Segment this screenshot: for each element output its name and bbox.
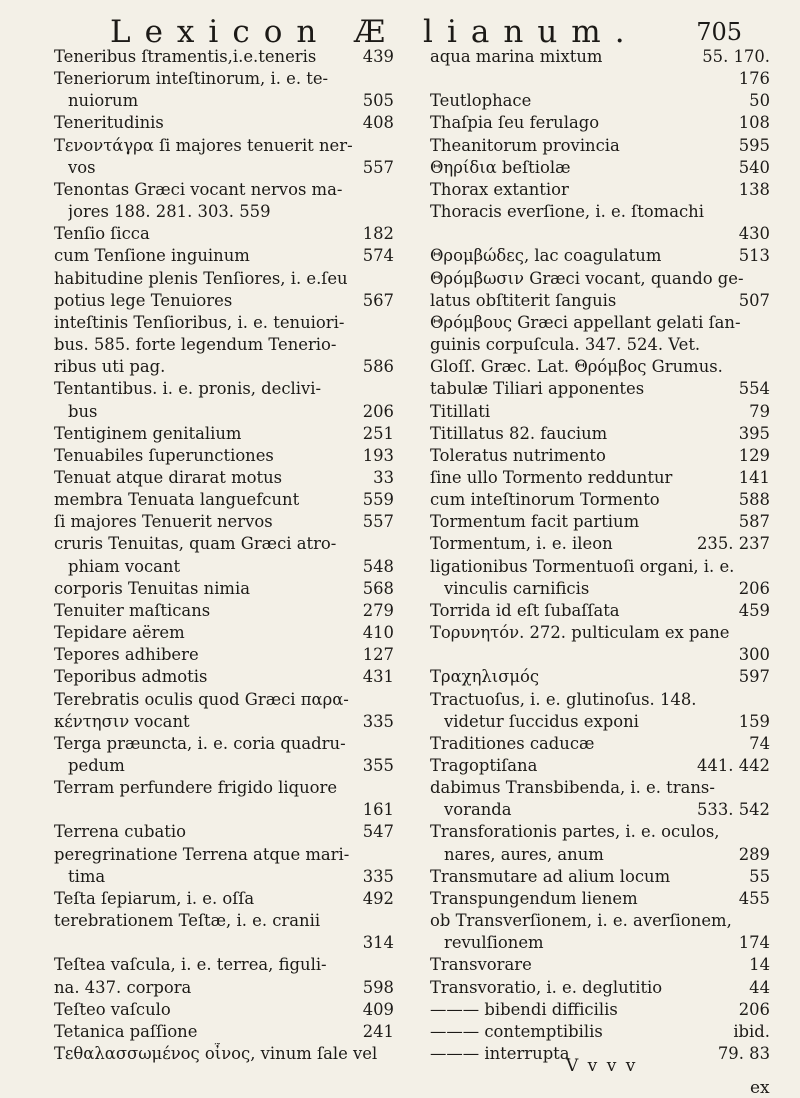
entry-text: Teneriorum inteſtinorum, i. e. te-: [54, 69, 329, 89]
entry-page-ref: 79: [749, 401, 770, 421]
entry-text: potius lege Tenuiores: [54, 290, 233, 310]
page-title: Lexicon Æ lianum.: [110, 14, 639, 50]
index-entry: [54, 600, 394, 622]
index-entry: [54, 489, 394, 511]
index-entry: [54, 401, 394, 423]
entry-text: Tenuabiles ſuperunctiones: [54, 445, 274, 465]
index-entry: [54, 556, 394, 578]
entry-page-ref: 289: [738, 844, 770, 864]
index-entry: [54, 290, 394, 312]
entry-page-ref: 141: [738, 467, 770, 487]
entry-page-ref: 108: [738, 113, 770, 133]
entry-page-ref: 74: [749, 733, 770, 753]
entry-text: na. 437. corpora: [54, 977, 192, 997]
catchword: ex: [750, 1078, 770, 1098]
index-entry: [430, 157, 770, 179]
entry-text: ——— interrupta: [430, 1044, 570, 1064]
entry-page-ref: 206: [738, 578, 770, 598]
index-entry: [430, 733, 770, 755]
entry-text: Τεθαλασσωμένος οἶνος, vinum ſale vel: [54, 1044, 378, 1064]
index-entry: [430, 290, 770, 312]
entry-text: Tentiginem genitalium: [54, 423, 242, 443]
index-entry: [54, 445, 394, 467]
entry-page-ref: 507: [738, 290, 770, 310]
entry-text: phiam vocant: [68, 556, 181, 576]
index-entry: [430, 179, 770, 201]
entry-text: jores 188. 281. 303. 559: [68, 202, 271, 222]
entry-page-ref: 505: [362, 91, 394, 111]
entry-text: terebrationem Teſtæ, i. e. cranii: [54, 911, 321, 931]
entry-page-ref: 235. 237: [697, 534, 770, 554]
entry-page-ref: 574: [362, 246, 394, 266]
index-entry: [54, 844, 394, 866]
entry-text: Tormentum facit partium: [430, 512, 640, 532]
index-entry: [54, 68, 394, 90]
signature-mark: V v v v: [566, 1056, 638, 1076]
entry-page-ref: 586: [362, 357, 394, 377]
index-entry: [430, 135, 770, 157]
entry-page-ref: 547: [362, 822, 394, 842]
entry-page-ref: 55: [749, 866, 770, 886]
entry-text: Θρόμβους Græci appellant gelati ſan-: [430, 312, 741, 332]
entry-text: Θρόμβωσιν Græci vocant, quando ge-: [430, 268, 744, 288]
index-entry: [430, 68, 770, 90]
entry-text: Transpungendum lienem: [430, 888, 638, 908]
index-entry: [54, 910, 394, 932]
entry-text: Teporibus admotis: [54, 667, 208, 687]
index-entry: [430, 533, 770, 555]
entry-text: Teneribus ſtramentis,i.e.teneris: [54, 47, 317, 66]
entry-page-ref: 557: [362, 512, 394, 532]
entry-text: Tenuiter maſticans: [54, 600, 211, 620]
entry-page-ref: 176: [738, 69, 770, 89]
index-entry: [430, 711, 770, 733]
entry-text: bus. 585. forte legendum Tenerio-: [54, 335, 337, 355]
entry-text: Tenſio ſicca: [54, 224, 150, 244]
entry-text: Thaſpia ſeu ferulago: [430, 113, 600, 133]
entry-text: ——— contemptibilis: [430, 1021, 603, 1041]
entry-page-ref: 533. 542: [697, 800, 770, 820]
index-entry: [54, 799, 394, 821]
entry-text: cruris Tenuitas, quam Græci atro-: [54, 534, 337, 554]
entry-text: Thoracis everſione, i. e. ſtomachi: [430, 202, 704, 222]
entry-text: inteſtinis Tenſioribus, i. e. tenuiori-: [54, 312, 345, 332]
entry-text: ob Transverſionem, i. e. averſionem,: [430, 911, 732, 931]
entry-text: κέντησιν vocant: [54, 711, 190, 731]
entry-text: Θρομβώδες, lac coagulatum: [430, 246, 662, 266]
entry-page-ref: 44: [749, 977, 770, 997]
index-entry: [54, 135, 394, 157]
entry-text: Terram perfundere frigido liquore: [54, 778, 338, 798]
entry-page-ref: 548: [362, 556, 394, 576]
index-entry: [430, 334, 770, 356]
entry-text: habitudine plenis Tenſiores, i. e.ſeu: [54, 268, 348, 288]
entry-page-ref: 161: [362, 800, 394, 820]
entry-text: vos: [68, 157, 96, 177]
index-entry: [430, 644, 770, 666]
entry-page-ref: 279: [362, 600, 394, 620]
entry-page-ref: 567: [362, 290, 394, 310]
entry-page-ref: 182: [362, 224, 394, 244]
entry-text: Toleratus nutrimento: [430, 445, 606, 465]
index-entry: [54, 112, 394, 134]
entry-page-ref: 459: [738, 600, 770, 620]
entry-page-ref: 554: [738, 379, 770, 399]
entry-page-ref: 395: [738, 423, 770, 443]
entry-page-ref: 127: [362, 645, 394, 665]
entry-text: pedum: [68, 756, 125, 775]
left-column: [54, 46, 394, 1065]
entry-text: Transmutare ad alium locum: [430, 866, 671, 886]
index-entry: [54, 533, 394, 555]
index-entry: [430, 866, 770, 888]
index-entry: [54, 666, 394, 688]
entry-text: Torrida id eſt ſubaſſata: [430, 600, 620, 620]
index-entry: [430, 977, 770, 999]
index-entry: [430, 954, 770, 976]
index-entry: [430, 932, 770, 954]
entry-page-ref: 598: [362, 977, 394, 997]
index-entry: [54, 223, 394, 245]
entry-text: Tragoptiſana: [430, 756, 538, 775]
index-entry: [430, 489, 770, 511]
entry-page-ref: 129: [738, 445, 770, 465]
entry-text: Traditiones caducæ: [430, 733, 595, 753]
entry-text: bus: [68, 401, 98, 421]
index-entry: [430, 622, 770, 644]
entry-page-ref: 410: [362, 623, 394, 643]
entry-page-ref: 492: [362, 888, 394, 908]
entry-page-ref: 206: [362, 401, 394, 421]
index-entry: [54, 157, 394, 179]
entry-text: Tormentum, i. e. ileon: [430, 534, 613, 554]
entry-text: Tepores adhibere: [54, 645, 199, 665]
index-entry: [430, 201, 770, 223]
index-entry: [430, 600, 770, 622]
entry-text: nuiorum: [68, 91, 139, 111]
index-entry: [54, 179, 394, 201]
index-entry: [54, 467, 394, 489]
index-entry: [54, 378, 394, 400]
index-entry: [54, 821, 394, 843]
index-entry: [430, 378, 770, 400]
entry-page-ref: 540: [738, 157, 770, 177]
entry-page-ref: 335: [362, 711, 394, 731]
entry-text: Τενοντάγρα ſi majores tenuerit ner-: [54, 135, 353, 155]
index-entry: [54, 711, 394, 733]
entry-text: Thorax extantior: [430, 179, 569, 199]
entry-text: Tetanica paſſione: [54, 1021, 198, 1041]
index-entry: [430, 223, 770, 245]
entry-text: videtur ſuccidus exponi: [444, 711, 639, 731]
entry-page-ref: 138: [738, 179, 770, 199]
page-number: 705: [696, 18, 742, 46]
index-entry: [54, 46, 394, 68]
entry-text: Teutlophace: [430, 91, 532, 111]
index-entry: [430, 268, 770, 290]
index-entry: [430, 844, 770, 866]
index-entry: [430, 799, 770, 821]
entry-page-ref: 431: [362, 667, 394, 687]
index-entry: [54, 356, 394, 378]
entry-text: aqua marina mixtum: [430, 47, 603, 66]
entry-text: Teſteo vaſculo: [54, 999, 171, 1019]
index-entry: [430, 445, 770, 467]
entry-text: corporis Tenuitas nimia: [54, 578, 250, 598]
entry-text: tabulæ Tiliari apponentes: [430, 379, 645, 399]
entry-text: vinculis carnificis: [444, 578, 590, 598]
index-entry: [54, 644, 394, 666]
index-entry: [54, 932, 394, 954]
index-entry: [54, 578, 394, 600]
entry-text: Terebratis oculis quod Græci παρα-: [54, 689, 349, 709]
entry-page-ref: 79. 83: [717, 1044, 770, 1064]
entry-text: Tentantibus. i. e. pronis, declivi-: [54, 379, 322, 399]
entry-text: Titillatus 82. faucium: [430, 423, 608, 443]
entry-text: Τορυνητόν. 272. pulticulam ex pane: [430, 623, 730, 643]
entry-text: Teſtea vaſcula, i. e. terrea, figuli-: [54, 955, 327, 975]
index-entry: [430, 666, 770, 688]
entry-page-ref: 455: [738, 888, 770, 908]
index-entry: [430, 578, 770, 600]
index-entry: [430, 401, 770, 423]
entry-text: revulſionem: [444, 933, 544, 953]
entry-page-ref: 595: [738, 135, 770, 155]
entry-text: nares, aures, anum: [444, 844, 604, 864]
entry-page-ref: 559: [362, 490, 394, 510]
entry-page-ref: 14: [749, 955, 770, 975]
index-entry: [54, 954, 394, 976]
index-entry: [430, 999, 770, 1021]
entry-text: membra Tenuata languefcunt: [54, 490, 300, 510]
index-entry: [54, 866, 394, 888]
index-entry: [54, 1043, 394, 1065]
index-entry: [430, 910, 770, 932]
entry-page-ref: 439: [362, 47, 394, 66]
entry-page-ref: 55. 170.: [702, 47, 770, 66]
entry-text: ligationibus Tormentuoſi organi, i. e.: [430, 556, 735, 576]
entry-text: dabimus Transbibenda, i. e. trans-: [430, 778, 715, 798]
entry-page-ref: 568: [362, 578, 394, 598]
entry-page-ref: 206: [738, 999, 770, 1019]
index-entry: [54, 999, 394, 1021]
entry-text: tima: [68, 866, 106, 886]
entry-page-ref: 314: [362, 933, 394, 953]
entry-page-ref: 33: [373, 467, 394, 487]
index-entry: [430, 423, 770, 445]
index-entry: [54, 423, 394, 445]
index-entry: [54, 733, 394, 755]
entry-page-ref: 409: [362, 999, 394, 1019]
index-entry: [54, 888, 394, 910]
entry-text: Tenuat atque dirarat motus: [54, 467, 283, 487]
index-entry: [430, 689, 770, 711]
entry-text: ſi majores Tenuerit nervos: [54, 512, 273, 532]
entry-text: guinis corpuſcula. 347. 524. Vet.: [430, 335, 701, 355]
index-entry: [430, 1021, 770, 1043]
entry-text: cum inteſtinorum Tormento: [430, 490, 660, 510]
index-entry: [54, 334, 394, 356]
entry-text: Τραχηλισμός: [430, 667, 540, 687]
entry-page-ref: 441. 442: [697, 756, 770, 775]
index-entry: [430, 755, 770, 777]
index-entry: [430, 112, 770, 134]
index-entry: [430, 46, 770, 68]
index-entry: [54, 90, 394, 112]
index-entry: [54, 689, 394, 711]
entry-text: Tractuoſus, i. e. glutinoſus. 148.: [430, 689, 697, 709]
entry-text: Transvoratio, i. e. deglutitio: [430, 977, 663, 997]
entry-page-ref: ibid.: [733, 1021, 770, 1041]
entry-page-ref: 408: [362, 113, 394, 133]
entry-text: Terrena cubatio: [54, 822, 186, 842]
index-entry: [430, 467, 770, 489]
index-entry: [54, 201, 394, 223]
entry-text: Teſta ſepiarum, i. e. oſſa: [54, 888, 255, 908]
entry-page-ref: 597: [738, 667, 770, 687]
entry-text: Transvorare: [430, 955, 532, 975]
entry-text: peregrinatione Terrena atque mari-: [54, 844, 350, 864]
entry-page-ref: 159: [738, 711, 770, 731]
index-entry: [54, 777, 394, 799]
entry-text: ——— bibendi difficilis: [430, 999, 618, 1019]
entry-text: ſine ullo Tormento redduntur: [430, 467, 673, 487]
entry-page-ref: 241: [362, 1021, 394, 1041]
index-entry: [430, 821, 770, 843]
entry-text: cum Tenſione inguinum: [54, 246, 250, 266]
entry-text: Tenontas Græci vocant nervos ma-: [54, 179, 343, 199]
entry-page-ref: 174: [738, 933, 770, 953]
index-entry: [430, 777, 770, 799]
entry-text: Teneritudinis: [54, 113, 164, 133]
entry-text: Titillati: [430, 401, 491, 421]
index-entry: [430, 312, 770, 334]
right-column: [430, 46, 770, 1065]
entry-page-ref: 50: [749, 91, 770, 111]
entry-page-ref: 557: [362, 157, 394, 177]
entry-text: Tepidare aërem: [54, 623, 185, 643]
index-entry: [54, 977, 394, 999]
entry-page-ref: 193: [362, 445, 394, 465]
entry-text: ribus uti pag.: [54, 357, 166, 377]
entry-page-ref: 513: [738, 246, 770, 266]
entry-text: Gloſſ. Græc. Lat. Θρόμβος Grumus.: [430, 357, 723, 377]
entry-text: Θηρίδια beſtiolæ: [430, 157, 571, 177]
entry-page-ref: 251: [362, 423, 394, 443]
index-entry: [430, 90, 770, 112]
index-entry: [430, 356, 770, 378]
index-entry: [430, 888, 770, 910]
entry-text: voranda: [444, 800, 512, 820]
index-entry: [54, 245, 394, 267]
index-entry: [54, 1021, 394, 1043]
entry-page-ref: 587: [738, 512, 770, 532]
index-entry: [54, 268, 394, 290]
entry-text: Transforationis partes, i. e. oculos,: [430, 822, 720, 842]
entry-page-ref: 335: [362, 866, 394, 886]
index-entry: [430, 511, 770, 533]
index-entry: [430, 245, 770, 267]
index-entry: [54, 622, 394, 644]
index-entry: [430, 556, 770, 578]
index-entry: [54, 755, 394, 777]
entry-page-ref: 300: [738, 645, 770, 665]
entry-text: latus obſtiterit ſanguis: [430, 290, 617, 310]
entry-page-ref: 430: [738, 224, 770, 244]
entry-page-ref: 355: [362, 756, 394, 775]
entry-page-ref: 588: [738, 490, 770, 510]
entry-text: Terga præunctа, i. e. coria quadru-: [54, 733, 346, 753]
entry-text: Theanitorum provincia: [430, 135, 620, 155]
index-entry: [54, 312, 394, 334]
index-entry: [54, 511, 394, 533]
